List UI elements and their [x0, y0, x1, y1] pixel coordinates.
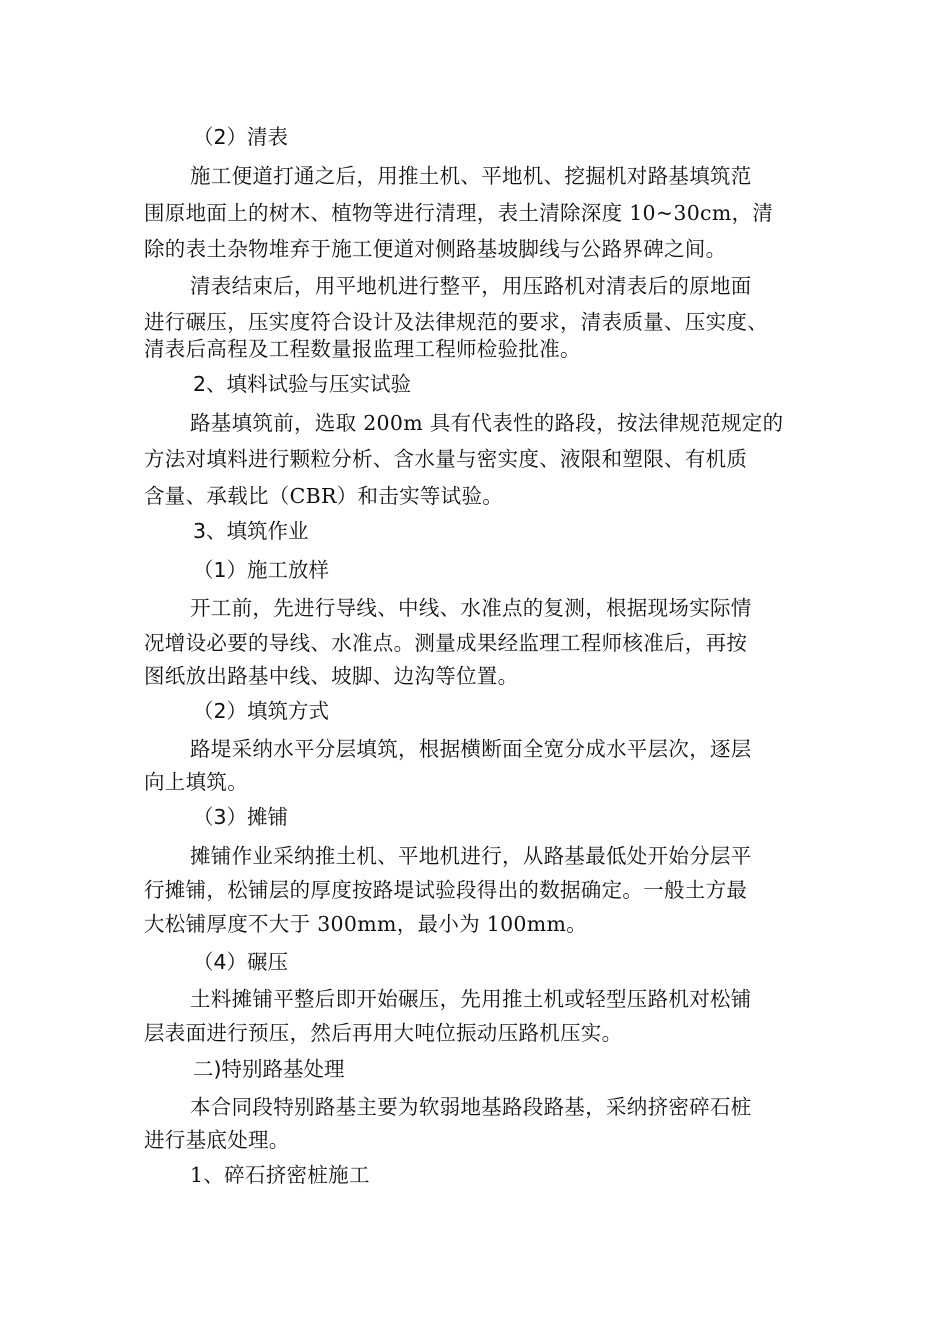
paragraph-line: 本合同段特别路基主要为软弱地基路段路基，采纳挤密碎石桩	[190, 1095, 752, 1119]
paragraph-line: 进行基底处理。	[144, 1128, 290, 1152]
section-heading: （1）施工放样	[193, 558, 330, 582]
section-heading: 3、填筑作业	[193, 519, 309, 543]
paragraph-line: 1、碎石挤密桩施工	[190, 1163, 370, 1187]
paragraph-line: 行摊铺，松铺层的厚度按路堤试验段得出的数据确定。一般土方最	[144, 878, 748, 902]
section-heading: （2）填筑方式	[193, 699, 330, 723]
paragraph-line: 图纸放出路基中线、坡脚、边沟等位置。	[144, 664, 519, 688]
paragraph-line: 清表后高程及工程数量报监理工程师检验批准。	[144, 337, 581, 361]
paragraph-line: 除的表土杂物堆弃于施工便道对侧路基坡脚线与公路界碑之间。	[144, 237, 727, 261]
paragraph-line: 围原地面上的树木、植物等进行清理，表土清除深度 10~30cm，清	[144, 201, 774, 225]
section-heading: （3）摊铺	[193, 805, 289, 829]
section-heading: 2、填料试验与压实试验	[193, 372, 412, 396]
section-heading: （2）清表	[193, 125, 289, 149]
paragraph-line: 清表结束后，用平地机进行整平，用压路机对清表后的原地面	[190, 274, 752, 298]
paragraph-line: 路堤采纳水平分层填筑，根据横断面全宽分成水平层次，逐层	[190, 737, 752, 761]
paragraph-line: 路基填筑前，选取 200m 具有代表性的路段，按法律规范规定的	[190, 411, 784, 435]
paragraph-line: 含量、承载比（CBR）和击实等试验。	[144, 484, 504, 508]
paragraph-line: 开工前，先进行导线、中线、水准点的复测，根据现场实际情	[190, 596, 752, 620]
paragraph-line: 大松铺厚度不大于 300mm，最小为 100mm。	[144, 912, 588, 936]
section-heading: （4）碾压	[193, 950, 289, 974]
paragraph-line: 进行碾压，压实度符合设计及法律规范的要求，清表质量、压实度、	[144, 310, 768, 334]
section-heading: 二)特别路基处理	[193, 1057, 345, 1081]
paragraph-line: 层表面进行预压，然后再用大吨位振动压路机压实。	[144, 1021, 623, 1045]
paragraph-line: 摊铺作业采纳推土机、平地机进行，从路基最低处开始分层平	[190, 844, 752, 868]
paragraph-line: 方法对填料进行颗粒分析、含水量与密实度、液限和塑限、有机质	[144, 447, 748, 471]
paragraph-line: 况增设必要的导线、水准点。测量成果经监理工程师核准后，再按	[144, 631, 748, 655]
paragraph-line: 向上填筑。	[144, 770, 248, 794]
paragraph-line: 土料摊铺平整后即开始碾压，先用推土机或轻型压路机对松铺	[190, 987, 752, 1011]
paragraph-line: 施工便道打通之后，用推土机、平地机、挖掘机对路基填筑范	[190, 164, 752, 188]
